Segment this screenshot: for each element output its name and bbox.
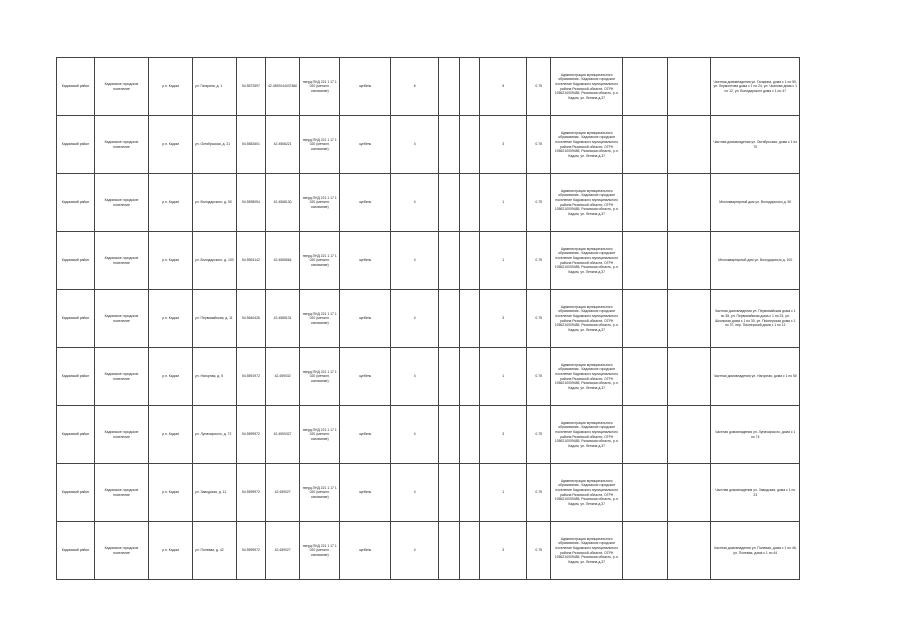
- settlement-cell: Кадомское городское поселение: [95, 464, 149, 522]
- container-count-cell: 1: [480, 174, 527, 232]
- covered-flag-cell: [439, 232, 460, 290]
- table-row: [57, 116, 800, 174]
- surface-type-cell: тверд.ПНД 221 1 17 1 020 (металл. основание): [300, 174, 340, 232]
- address-cell: ул. Полевая, д. 42: [193, 522, 237, 580]
- locality-cell: р.п. Кадом: [149, 174, 193, 232]
- settlement-cell: Кадомское городское поселение: [95, 58, 149, 116]
- owner-cell: Администрация муниципального образования - Кадомское городское поселение Кадомского муниципального района Рязанской области, ОГРН 1056210009485, Рязанская область, р.п. Кадом, ул. Ленина д.37: [551, 232, 623, 290]
- base-material-cell: щебень: [340, 232, 391, 290]
- registry-table-body: [57, 58, 800, 580]
- container-count-cell: 3: [480, 290, 527, 348]
- base-material-cell: щебень: [340, 522, 391, 580]
- extra-cell-2: [668, 464, 711, 522]
- area-cell: 4: [391, 116, 439, 174]
- longitude-cell: 42.4585101: [266, 290, 300, 348]
- locality-cell: р.п. Кадом: [149, 406, 193, 464]
- settlement-cell: Кадомское городское поселение: [95, 174, 149, 232]
- settlement-cell: Кадомское городское поселение: [95, 406, 149, 464]
- surface-type-cell: тверд.ПНД 221 1 17 1 020 (металл. основание): [300, 464, 340, 522]
- container-count-cell: 1: [480, 232, 527, 290]
- area-cell: 6: [391, 58, 439, 116]
- table-row: [57, 522, 800, 580]
- fenced-flag-cell: [460, 464, 480, 522]
- served-sources-cell: Частная домовладения ул. Октябрьская, дома с 1 по 70: [711, 116, 800, 174]
- extra-cell-1: [623, 464, 668, 522]
- base-material-cell: щебень: [340, 406, 391, 464]
- settlement-cell: Кадомское городское поселение: [95, 232, 149, 290]
- district-cell: Кадомский район: [57, 522, 95, 580]
- area-cell: 4: [391, 522, 439, 580]
- owner-cell: Администрация муниципального образования - Кадомское городское поселение Кадомского муниципального района Рязанской области, ОГРН 1056210009485, Рязанская область, р.п. Кадом, ул. Ленина д.37: [551, 348, 623, 406]
- longitude-cell: 42.4590327: [266, 406, 300, 464]
- table-row: [57, 406, 800, 464]
- covered-flag-cell: [439, 290, 460, 348]
- longitude-cell: 42.459027: [266, 522, 300, 580]
- served-sources-cell: Многоквартирный дом ул. Володарского д. 100: [711, 232, 800, 290]
- fenced-flag-cell: [460, 406, 480, 464]
- longitude-cell: 42.4592044037860: [266, 58, 300, 116]
- base-material-cell: щебень: [340, 348, 391, 406]
- extra-cell-1: [623, 174, 668, 232]
- longitude-cell: 42.4568130: [266, 174, 300, 232]
- covered-flag-cell: [439, 174, 460, 232]
- base-material-cell: щебень: [340, 464, 391, 522]
- latitude-cell: 54.5572597: [237, 58, 266, 116]
- covered-flag-cell: [439, 406, 460, 464]
- extra-cell-1: [623, 232, 668, 290]
- extra-cell-1: [623, 116, 668, 174]
- table-row: [57, 348, 800, 406]
- locality-cell: р.п. Кадом: [149, 522, 193, 580]
- address-cell: ул. Заводская, д. 11: [193, 464, 237, 522]
- base-material-cell: щебень: [340, 116, 391, 174]
- covered-flag-cell: [439, 348, 460, 406]
- owner-cell: Администрация муниципального образования - Кадомское городское поселение Кадомского муниципального района Рязанской области, ОГРН 1056210009485, Рязанская область, р.п. Кадом, ул. Ленина д.37: [551, 174, 623, 232]
- area-cell: 4: [391, 406, 439, 464]
- address-cell: ул. Октябрьская, д. 21: [193, 116, 237, 174]
- district-cell: Кадомский район: [57, 464, 95, 522]
- table-row: [57, 464, 800, 522]
- surface-type-cell: тверд.ПНД 221 1 17 1 020 (металл. основание): [300, 232, 340, 290]
- fenced-flag-cell: [460, 522, 480, 580]
- extra-cell-1: [623, 348, 668, 406]
- district-cell: Кадомский район: [57, 232, 95, 290]
- served-sources-cell: Частная домовладения ул. Заводская, дома с 1 по 23: [711, 464, 800, 522]
- fenced-flag-cell: [460, 58, 480, 116]
- covered-flag-cell: [439, 522, 460, 580]
- base-material-cell: щебень: [340, 290, 391, 348]
- served-sources-cell: Частная домовладения ул. Нагорная, дома с 1 по 50: [711, 348, 800, 406]
- locality-cell: р.п. Кадом: [149, 464, 193, 522]
- longitude-cell: 42.459027: [266, 464, 300, 522]
- covered-flag-cell: [439, 58, 460, 116]
- extra-cell-2: [668, 174, 711, 232]
- latitude-cell: 54.5640426: [237, 290, 266, 348]
- owner-cell: Администрация муниципального образования - Кадомское городское поселение Кадомского муниципального района Рязанской области, ОГРН 1056210009485, Рязанская область, р.п. Кадом, ул. Ленина д.37: [551, 290, 623, 348]
- extra-cell-2: [668, 232, 711, 290]
- owner-cell: Администрация муниципального образования - Кадомское городское поселение Кадомского муниципального района Рязанской области, ОГРН 1056210009485, Рязанская область, р.п. Кадом, ул. Ленина д.37: [551, 116, 623, 174]
- surface-type-cell: тверд.ПНД 221 1 17 1 020 (металл. основание): [300, 406, 340, 464]
- served-sources-cell: Частная домовладения ул. Первомайская дома с 1 по 35, ул. Первомайская дома с 1 по 23, ул. Школьная дома с 1 по 30, ул. Пионерская дома с 1 по 37, пер. Пионерский дома с 1 по 12: [711, 290, 800, 348]
- surface-type-cell: тверд.ПНД 221 1 17 1 020 (металл. основание): [300, 290, 340, 348]
- owner-cell: Администрация муниципального образования - Кадомское городское поселение Кадомского муниципального района Рязанской области, ОГРН 1056210009485, Рязанская область, р.п. Кадом, ул. Ленина д.37: [551, 522, 623, 580]
- owner-cell: Администрация муниципального образования - Кадомское городское поселение Кадомского муниципального района Рязанской области, ОГРН 1056210009485, Рязанская область, р.п. Кадом, ул. Ленина д.37: [551, 464, 623, 522]
- container-count-cell: 3: [480, 116, 527, 174]
- covered-flag-cell: [439, 116, 460, 174]
- table-row: [57, 174, 800, 232]
- fenced-flag-cell: [460, 348, 480, 406]
- latitude-cell: 54.5594142: [237, 232, 266, 290]
- address-cell: ул. Володарского, д. 50: [193, 174, 237, 232]
- locality-cell: р.п. Кадом: [149, 290, 193, 348]
- container-volume-cell: 0.75: [527, 232, 551, 290]
- base-material-cell: щебень: [340, 58, 391, 116]
- area-cell: 4: [391, 348, 439, 406]
- area-cell: 4: [391, 232, 439, 290]
- surface-type-cell: тверд.ПНД 221 1 17 1 020 (металл. основание): [300, 348, 340, 406]
- extra-cell-2: [668, 290, 711, 348]
- locality-cell: р.п. Кадом: [149, 232, 193, 290]
- address-cell: ул. Нагорная, д. 5: [193, 348, 237, 406]
- surface-type-cell: тверд.ПНД 221 1 17 1 020 (металл. основание): [300, 116, 340, 174]
- fenced-flag-cell: [460, 232, 480, 290]
- address-cell: ул. Гагарина, д. 1: [193, 58, 237, 116]
- table-row: [57, 58, 800, 116]
- base-material-cell: щебень: [340, 174, 391, 232]
- district-cell: Кадомский район: [57, 406, 95, 464]
- latitude-cell: 54.5598054: [237, 174, 266, 232]
- container-count-cell: 3: [480, 406, 527, 464]
- owner-cell: Администрация муниципального образования - Кадомское городское поселение Кадомского муниципального района Рязанской области, ОГРН 1056210009485, Рязанская область, р.п. Кадом, ул. Ленина д.37: [551, 58, 623, 116]
- locality-cell: р.п. Кадом: [149, 58, 193, 116]
- covered-flag-cell: [439, 464, 460, 522]
- owner-cell: Администрация муниципального образования - Кадомское городское поселение Кадомского муниципального района Рязанской области, ОГРН 1056210009485, Рязанская область, р.п. Кадом, ул. Ленина д.37: [551, 406, 623, 464]
- latitude-cell: 54.5582601: [237, 116, 266, 174]
- container-volume-cell: 0.75: [527, 522, 551, 580]
- latitude-cell: 54.5591972: [237, 348, 266, 406]
- longitude-cell: 42.459032: [266, 348, 300, 406]
- area-cell: 4: [391, 174, 439, 232]
- container-volume-cell: 0.75: [527, 290, 551, 348]
- container-volume-cell: 0.75: [527, 174, 551, 232]
- fenced-flag-cell: [460, 174, 480, 232]
- district-cell: Кадомский район: [57, 290, 95, 348]
- extra-cell-2: [668, 522, 711, 580]
- latitude-cell: 54.5599972: [237, 522, 266, 580]
- served-sources-cell: Многоквартирный дом ул. Володарского д. 50: [711, 174, 800, 232]
- container-volume-cell: 0.75: [527, 58, 551, 116]
- extra-cell-2: [668, 348, 711, 406]
- container-volume-cell: 0.75: [527, 406, 551, 464]
- container-count-cell: 1: [480, 348, 527, 406]
- served-sources-cell: Частная домовладения ул. Луначарского, дома с 1 по 74: [711, 406, 800, 464]
- longitude-cell: 42.4568564: [266, 232, 300, 290]
- container-volume-cell: 0.75: [527, 464, 551, 522]
- latitude-cell: 54.5599972: [237, 406, 266, 464]
- district-cell: Кадомский район: [57, 58, 95, 116]
- extra-cell-2: [668, 406, 711, 464]
- address-cell: ул. Луначарского, д. 72: [193, 406, 237, 464]
- extra-cell-1: [623, 406, 668, 464]
- area-cell: 4: [391, 290, 439, 348]
- settlement-cell: Кадомское городское поселение: [95, 348, 149, 406]
- container-volume-cell: 0.75: [527, 348, 551, 406]
- address-cell: ул. Первомайская, д. 11: [193, 290, 237, 348]
- table-row: [57, 232, 800, 290]
- district-cell: Кадомский район: [57, 116, 95, 174]
- table-row: [57, 290, 800, 348]
- surface-type-cell: тверд.ПНД 221 1 17 1 020 (металл. основание): [300, 522, 340, 580]
- container-volume-cell: 0.75: [527, 116, 551, 174]
- surface-type-cell: тверд.ПНД 221 1 17 1 020 (металл. основание): [300, 58, 340, 116]
- locality-cell: р.п. Кадом: [149, 116, 193, 174]
- settlement-cell: Кадомское городское поселение: [95, 290, 149, 348]
- extra-cell-2: [668, 116, 711, 174]
- container-count-cell: 3: [480, 522, 527, 580]
- container-count-cell: 1: [480, 464, 527, 522]
- locality-cell: р.п. Кадом: [149, 348, 193, 406]
- district-cell: Кадомский район: [57, 348, 95, 406]
- extra-cell-1: [623, 290, 668, 348]
- settlement-cell: Кадомское городское поселение: [95, 116, 149, 174]
- extra-cell-1: [623, 522, 668, 580]
- registry-table: [56, 57, 800, 580]
- latitude-cell: 54.5599972: [237, 464, 266, 522]
- settlement-cell: Кадомское городское поселение: [95, 522, 149, 580]
- fenced-flag-cell: [460, 116, 480, 174]
- container-count-cell: 5: [480, 58, 527, 116]
- district-cell: Кадомский район: [57, 174, 95, 232]
- longitude-cell: 42.4566221: [266, 116, 300, 174]
- area-cell: 4: [391, 464, 439, 522]
- served-sources-cell: Частная домовладения ул. Полевая, дома с 1 по 46, ул. Полевая, дома с 1 по 44: [711, 522, 800, 580]
- address-cell: ул. Володарского, д. 100: [193, 232, 237, 290]
- extra-cell-1: [623, 58, 668, 116]
- served-sources-cell: Частная домовладения ул. Гагарина, дома с 1 по 50, ул. Лермонтова дома с 1 по 24, ул. Чкалова дома с 1 по 12, ул. Володарского дома с 1 по 47: [711, 58, 800, 116]
- fenced-flag-cell: [460, 290, 480, 348]
- extra-cell-2: [668, 58, 711, 116]
